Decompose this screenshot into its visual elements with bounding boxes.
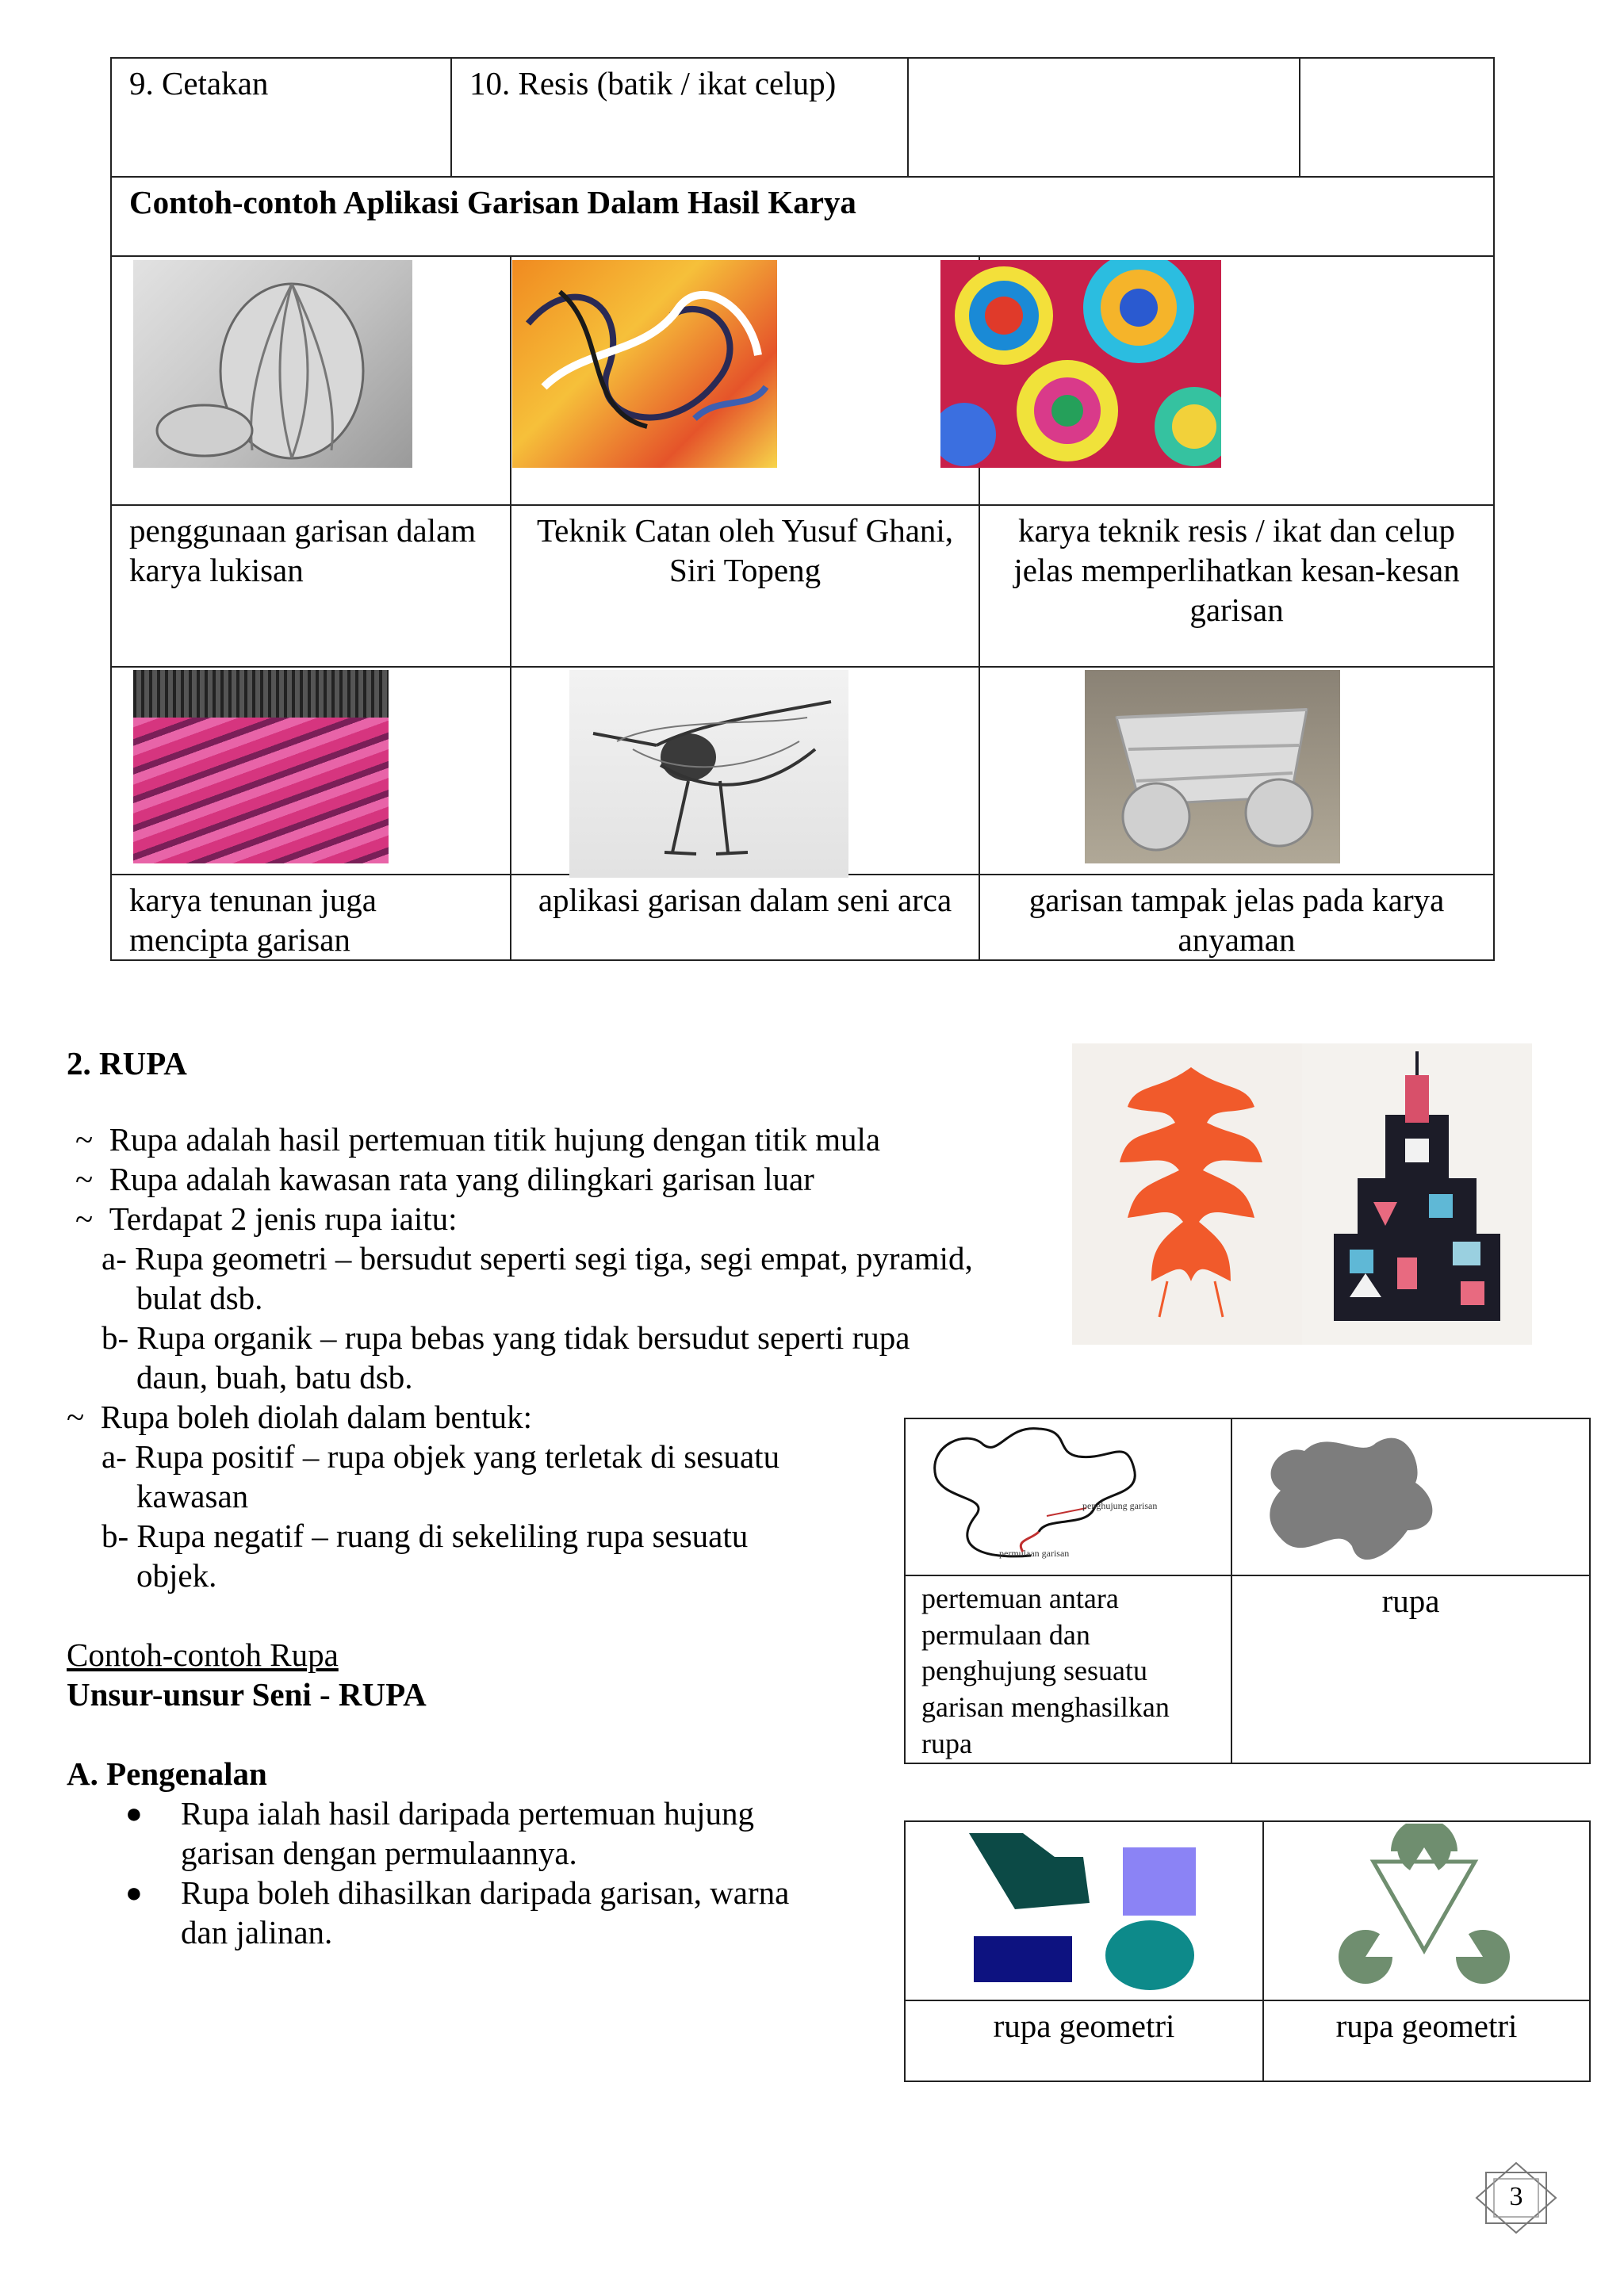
caption-cell: rupa geometri <box>905 2000 1263 2081</box>
pengenalan-item-1-line2: garisan dengan permulaannya. <box>181 1835 577 1871</box>
rupa-form-b-line2: objek. <box>136 1557 217 1594</box>
rupa-form-b-line1: b- Rupa negatif – ruang di sekeliling rupa sesuatu <box>102 1518 749 1554</box>
caption-cell: rupa geometri <box>1263 2000 1590 2081</box>
geometric-shapes-illustration <box>959 1824 1205 1998</box>
caption-cell: aplikasi garisan dalam seni arca <box>511 875 979 960</box>
rupa-point-4: ~ Rupa boleh diolah dalam bentuk: <box>67 1399 532 1435</box>
label-end: penghujung garisan <box>1082 1500 1158 1511</box>
rupa-point-2: ~ Rupa adalah kawasan rata yang dilingkari garisan luar <box>75 1161 814 1197</box>
rupa-form-a-line2: kawasan <box>136 1478 249 1514</box>
pengenalan-item-2-line2: dan jalinan. <box>181 1914 333 1950</box>
rupa-type-b-line1: b- Rupa organik – rupa bebas yang tidak bersudut seperti rupa <box>102 1319 910 1356</box>
label-start: permulaan garisan <box>999 1548 1070 1559</box>
table-heading-cell <box>111 177 1494 256</box>
pengenalan-item-1-line1: Rupa ialah hasil daripada pertemuan hujung <box>181 1795 754 1832</box>
rupa-type-b-line2: daun, buah, batu dsb. <box>136 1359 413 1395</box>
wire-bird-sculpture-image <box>569 670 848 878</box>
rupa-form-a-line1: a- Rupa positif – rupa objek yang terletak di sesuatu <box>102 1438 780 1475</box>
caption-cell: garisan tampak jelas pada karya anyaman <box>979 875 1494 960</box>
pengenalan-title: A. Pengenalan <box>67 1755 267 1792</box>
section-title-rupa: 2. RUPA <box>67 1045 187 1081</box>
gray-blob-shape <box>1257 1427 1447 1570</box>
rupa-point-3: ~ Terdapat 2 jenis rupa iaitu: <box>75 1200 458 1237</box>
caption-cell: penggunaan garisan dalam karya lukisan <box>111 505 511 667</box>
contoh-rupa-link[interactable]: Contoh-contoh Rupa <box>67 1636 339 1673</box>
cell-resis: 10. Resis (batik / ikat celup) <box>451 58 908 177</box>
garlic-drawing-image <box>133 260 412 468</box>
table-heading: Contoh-contoh Aplikasi Garisan Dalam Hasil Karya <box>129 184 856 220</box>
caption-cell: rupa <box>1231 1575 1590 1763</box>
page-number-ornament-icon <box>1469 2160 1564 2236</box>
cell-empty-2 <box>1300 58 1494 177</box>
cell-empty-1 <box>908 58 1300 177</box>
bullet-icon: ● <box>125 1797 143 1829</box>
caption-cell: pertemuan antara permulaan dan penghujung sesuatu garisan menghasilkan rupa <box>905 1575 1231 1763</box>
caption-cell: karya tenunan juga mencipta garisan <box>111 875 511 960</box>
unsur-seni-title: Unsur-unsur Seni - RUPA <box>67 1676 427 1713</box>
tiedye-image <box>940 260 1221 468</box>
topeng-painting-image <box>512 260 777 468</box>
basket-image <box>1085 670 1340 863</box>
kanizsa-triangle-illustration <box>1329 1824 1519 1998</box>
bullet-icon: ● <box>125 1877 143 1908</box>
caption-cell: karya teknik resis / ikat dan celup jelas memperlihatkan kesan-kesan garisan <box>979 505 1494 667</box>
pengenalan-item-2-line1: Rupa boleh dihasilkan daripada garisan, warna <box>181 1874 790 1911</box>
rupa-geometric-castle-illustration <box>1302 1043 1532 1345</box>
rupa-type-a-line1: a- Rupa geometri – bersudut seperti segi tiga, segi empat, pyramid, <box>102 1240 973 1277</box>
weaving-image <box>133 670 389 863</box>
rupa-organic-illustration <box>1072 1043 1302 1345</box>
rupa-point-1: ~ Rupa adalah hasil pertemuan titik hujung dengan titik mula <box>75 1121 881 1158</box>
rupa-type-a-line2: bulat dsb. <box>136 1280 263 1316</box>
line-loop-illustration <box>920 1421 1158 1564</box>
cell-cetakan: 9. Cetakan <box>111 58 451 177</box>
caption-cell: Teknik Catan oleh Yusuf Ghani, Siri Topeng <box>511 505 979 667</box>
page-number: 3 <box>1509 2182 1523 2211</box>
